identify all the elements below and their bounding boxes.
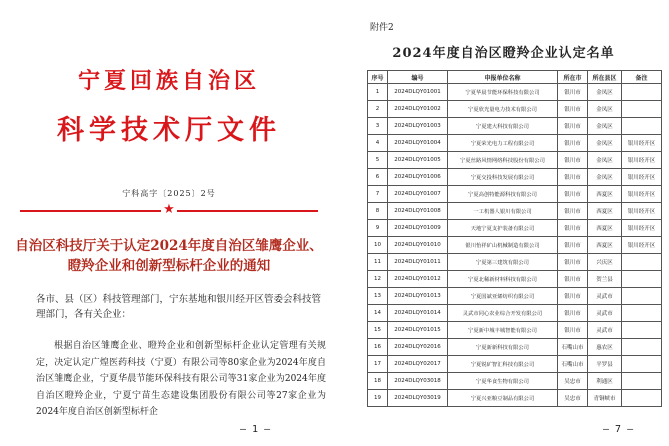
company-name-cell: 宁夏丝路风情网络科技股份有限公司 (448, 152, 558, 169)
table-row (368, 186, 662, 203)
row-number-cell: 1 (368, 84, 388, 101)
district-cell: 平罗县 (588, 356, 622, 373)
district-cell: 金凤区 (588, 152, 622, 169)
row-number-cell: 13 (368, 288, 388, 305)
remark-cell (622, 288, 662, 305)
code-cell: 2024DLQY01008 (388, 203, 448, 220)
code-cell: 2024DLQY02017 (388, 356, 448, 373)
code-cell: 2024DLQY01013 (388, 288, 448, 305)
remark-cell (622, 322, 662, 339)
district-cell: 金凤区 (588, 101, 622, 118)
remark-cell (622, 305, 662, 322)
notice-title: 自治区科技厅关于认定2024年度自治区雏鹰企业、瞪羚企业和创新型标杆企业的通知 (15, 238, 323, 274)
city-cell: 银川市 (558, 169, 588, 186)
company-name-cell: 宁夏国斌亚烯纺织有限公司 (448, 288, 558, 305)
row-number-cell: 12 (368, 271, 388, 288)
row-number-cell: 2 (368, 101, 388, 118)
issuer-header-line2: 科学技术厅文件 (57, 115, 281, 146)
city-cell: 银川市 (558, 288, 588, 305)
column-header: 申报单位名称 (448, 71, 558, 84)
column-header: 所在市 (558, 71, 588, 84)
row-number-cell: 10 (368, 237, 388, 254)
column-header: 备注 (622, 71, 662, 84)
table-row (368, 356, 662, 373)
row-number-cell: 14 (368, 305, 388, 322)
city-cell: 银川市 (558, 271, 588, 288)
remark-cell: 银川经开区 (622, 152, 662, 169)
code-cell: 2024DLQY01012 (388, 271, 448, 288)
column-header: 所在县区 (588, 71, 622, 84)
city-cell: 银川市 (558, 152, 588, 169)
city-cell: 银川市 (558, 237, 588, 254)
remark-cell: 银川经开区 (622, 203, 662, 220)
table-row (368, 203, 662, 220)
code-cell: 2024DLQY02016 (388, 339, 448, 356)
document-number: 宁科高字〔2025〕2号 (122, 189, 216, 198)
code-cell: 2024DLQY03019 (388, 390, 448, 407)
city-cell: 银川市 (558, 322, 588, 339)
table-row (368, 288, 662, 305)
row-number-cell: 8 (368, 203, 388, 220)
city-cell: 石嘴山市 (558, 339, 588, 356)
district-cell: 金凤区 (588, 169, 622, 186)
remark-cell (622, 254, 662, 271)
district-cell: 青铜峡市 (588, 390, 622, 407)
table-row (368, 169, 662, 186)
issuer-header-line1: 宁夏回族自治区 (77, 68, 260, 94)
code-cell: 2024DLQY01003 (388, 118, 448, 135)
right-document-page (338, 0, 669, 446)
remark-cell: 银川经开区 (622, 186, 662, 203)
district-cell: 利通区 (588, 373, 622, 390)
code-cell: 2024DLQY01010 (388, 237, 448, 254)
code-cell: 2024DLQY01004 (388, 135, 448, 152)
city-cell: 银川市 (558, 186, 588, 203)
highlighted-table-row (368, 254, 662, 271)
table-row (368, 84, 662, 101)
city-cell: 银川市 (558, 101, 588, 118)
table-row (368, 373, 662, 390)
district-cell: 金凤区 (588, 118, 622, 135)
city-cell: 银川市 (558, 220, 588, 237)
attachment-label: 附件2 (370, 23, 394, 33)
table-title: 2024年度自治区瞪羚企业认定名单 (392, 46, 615, 61)
district-cell: 灵武市 (588, 322, 622, 339)
city-cell: 银川市 (558, 118, 588, 135)
remark-cell (622, 373, 662, 390)
enterprise-list-table (367, 70, 662, 407)
district-cell: 西夏区 (588, 220, 622, 237)
district-cell: 贺兰县 (588, 271, 622, 288)
code-cell: 2024DLQY01015 (388, 322, 448, 339)
city-cell: 石嘴山市 (558, 356, 588, 373)
remark-cell: 银川经开区 (622, 135, 662, 152)
company-name-cell: 天地宁夏支护装备有限公司 (448, 220, 558, 237)
company-name-cell: 宁夏兴亚粮豆制品有限公司 (448, 390, 558, 407)
district-cell: 西夏区 (588, 237, 622, 254)
row-number-cell: 4 (368, 135, 388, 152)
column-header: 编号 (388, 71, 448, 84)
row-number-cell: 15 (368, 322, 388, 339)
row-number-cell: 17 (368, 356, 388, 373)
city-cell: 银川市 (558, 135, 588, 152)
company-name-cell: 宁夏锐矿智汇科技有限公司 (448, 356, 558, 373)
code-cell: 2024DLQY01005 (388, 152, 448, 169)
company-name-cell: 一工机器人银川有限公司 (448, 203, 558, 220)
remark-cell: 银川经开区 (622, 237, 662, 254)
left-page-number: — 1 — (240, 424, 271, 435)
district-cell: 兴庆区 (588, 254, 622, 271)
table-row (368, 322, 662, 339)
city-cell: 吴忠市 (558, 390, 588, 407)
code-cell: 2024DLQY01011 (388, 254, 448, 271)
remark-cell (622, 390, 662, 407)
company-name-cell: 灵武市同心农业综合开发有限公司 (448, 305, 558, 322)
company-name-cell: 宁夏高创特能源科技有限公司 (448, 186, 558, 203)
table-header-row (368, 71, 662, 84)
table-row (368, 339, 662, 356)
company-name-cell: 银川怡祥矿山机械制造有限公司 (448, 237, 558, 254)
code-cell: 2024DLQY01007 (388, 186, 448, 203)
table-row (368, 220, 662, 237)
row-number-cell: 19 (368, 390, 388, 407)
district-cell: 金凤区 (588, 84, 622, 101)
company-name-cell: 宁夏建大科技有限公司 (448, 118, 558, 135)
table-row (368, 118, 662, 135)
company-name-cell: 宁夏华晨节能环保科技有限公司 (448, 84, 558, 101)
company-name-cell: 宁夏欣光量电力技术有限公司 (448, 101, 558, 118)
remark-cell (622, 84, 662, 101)
remark-cell: 银川经开区 (622, 220, 662, 237)
right-page-number: — 7 — (603, 424, 634, 435)
code-cell: 2024DLQY01014 (388, 305, 448, 322)
row-number-cell: 9 (368, 220, 388, 237)
district-cell: 西夏区 (588, 203, 622, 220)
company-name-cell: 宁夏新中城丰城智能有限公司 (448, 322, 558, 339)
district-cell: 惠农区 (588, 339, 622, 356)
red-star-icon: ★ (161, 201, 177, 219)
city-cell: 银川市 (558, 254, 588, 271)
company-name-cell: 宁夏北稀新材料科技有限公司 (448, 271, 558, 288)
code-cell: 2024DLQY01002 (388, 101, 448, 118)
company-name-cell: 宁夏交投科技发展有限公司 (448, 169, 558, 186)
city-cell: 银川市 (558, 305, 588, 322)
code-cell: 2024DLQY01006 (388, 169, 448, 186)
remark-cell (622, 271, 662, 288)
row-number-cell: 5 (368, 152, 388, 169)
city-cell: 银川市 (558, 84, 588, 101)
district-cell: 西夏区 (588, 186, 622, 203)
row-number-cell: 18 (368, 373, 388, 390)
remark-cell (622, 101, 662, 118)
company-name-cell: 宁夏荣光电力工程有限公司 (448, 135, 558, 152)
remark-cell: 银川经开区 (622, 169, 662, 186)
table-body (368, 84, 662, 407)
city-cell: 吴忠市 (558, 373, 588, 390)
company-name-cell: 宁夏第三建筑有限公司 (448, 254, 558, 271)
district-cell: 灵武市 (588, 305, 622, 322)
column-header: 序号 (368, 71, 388, 84)
code-cell: 2024DLQY01001 (388, 84, 448, 101)
salutation-text: 各市、县（区）科技管理部门，宁东基地和银川经开区管委会科技管理部门，各有关企业： (36, 294, 322, 320)
remark-cell (622, 339, 662, 356)
code-cell: 2024DLQY03018 (388, 373, 448, 390)
table-row (368, 237, 662, 254)
row-number-cell: 3 (368, 118, 388, 135)
company-name-cell: 宁夏新新科技有限公司 (448, 339, 558, 356)
district-cell: 金凤区 (588, 135, 622, 152)
row-number-cell: 7 (368, 186, 388, 203)
row-number-cell: 16 (368, 339, 388, 356)
table-row (368, 152, 662, 169)
table-row (368, 305, 662, 322)
remark-cell (622, 356, 662, 373)
district-cell: 灵武市 (588, 288, 622, 305)
remark-cell (622, 118, 662, 135)
table-row (368, 135, 662, 152)
row-number-cell: 6 (368, 169, 388, 186)
row-number-cell: 11 (368, 254, 388, 271)
table-row (368, 390, 662, 407)
table-row (368, 101, 662, 118)
body-paragraph: 根据自治区雏鹰企业、瞪羚企业和创新型标杆企业认定管理有关规定，决定认定广煌医药科技（宁夏）有限公司等80家企业为2024年度自治区雏鹰企业，宁夏华晨节能环保科技有限公司等31家企业为2024年度自治区瞪羚企业，宁夏宁苗生态建设集团股份有限公司等27家企业为2024年度自治区创新型标杆企 (36, 341, 326, 417)
city-cell: 银川市 (558, 203, 588, 220)
company-name-cell: 宁夏华食生物有限公司 (448, 373, 558, 390)
table-row (368, 271, 662, 288)
code-cell: 2024DLQY01009 (388, 220, 448, 237)
